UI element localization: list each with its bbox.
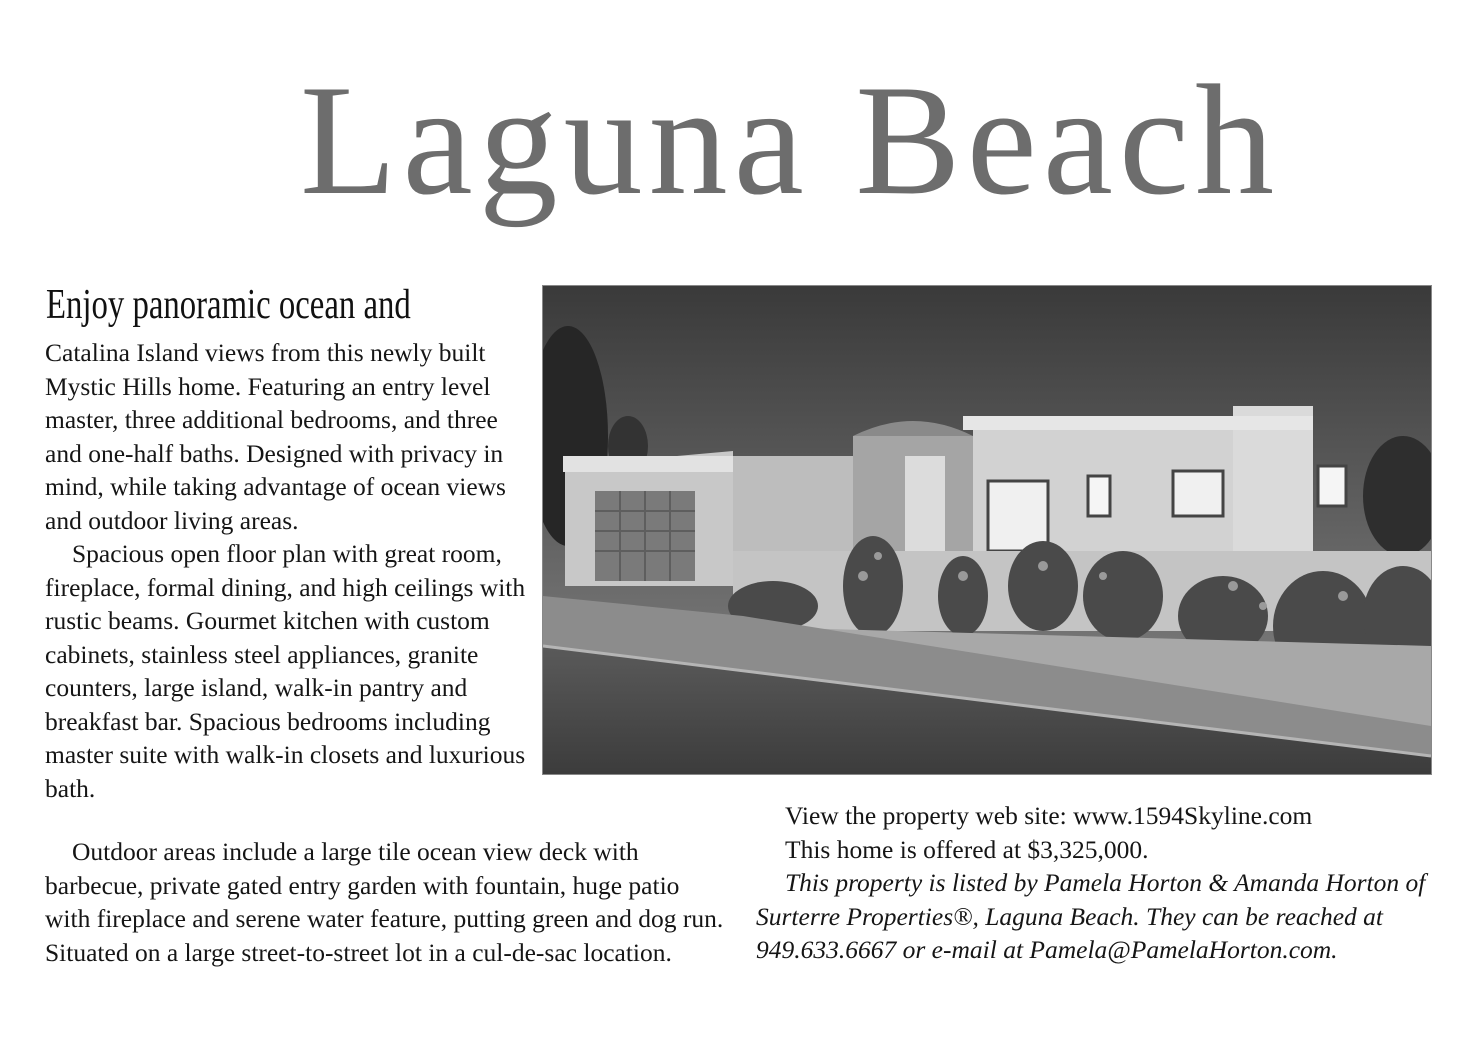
paragraph-3: Outdoor areas include a large tile ocean view deck with barbecue, private gated entry garden with fountain, huge patio with fireplace and serene water feature, putting green and dog run. Situated on a large street-to-street lot in a cul-de-sac location.: [45, 837, 724, 967]
listing-info: [756, 799, 1436, 967]
lead-heading: Enjoy panoramic ocean and: [46, 282, 411, 328]
paragraph-2: Spacious open floor plan with great room, fireplace, formal dining, and high ceilings with rustic beams. Gourmet kitchen with custom cabinets, stainless steel appliances, granite counters, large island, walk-in pantry and breakfast bar. Spacious bedrooms including master suite with walk-in closets and luxurious bath.: [45, 539, 526, 803]
price-line: This home is offered at $3,325,000.: [785, 834, 1149, 864]
house-photo: [542, 285, 1432, 775]
listing-agent: This property is listed by Pamela Horton & Amanda Horton of Surterre Properties®, Laguna Beach. They can be reached at 949.633.6667 or e-mail at Pamela@PamelaHorton.com.: [756, 868, 1426, 964]
article-body-bottom: [45, 835, 725, 969]
page-title: Laguna Beach: [300, 53, 1281, 228]
website-line: View the property web site: www.1594Skyline.com: [785, 801, 1313, 830]
house-photo-image: [543, 286, 1431, 774]
article-body-top: [45, 336, 535, 805]
paragraph-1: Catalina Island views from this newly built Mystic Hills home. Featuring an entry level master, three additional bedrooms, and three and one-half baths. Designed with privacy in mind, while taking advantage of ocean views and outdoor living areas.: [45, 338, 506, 535]
